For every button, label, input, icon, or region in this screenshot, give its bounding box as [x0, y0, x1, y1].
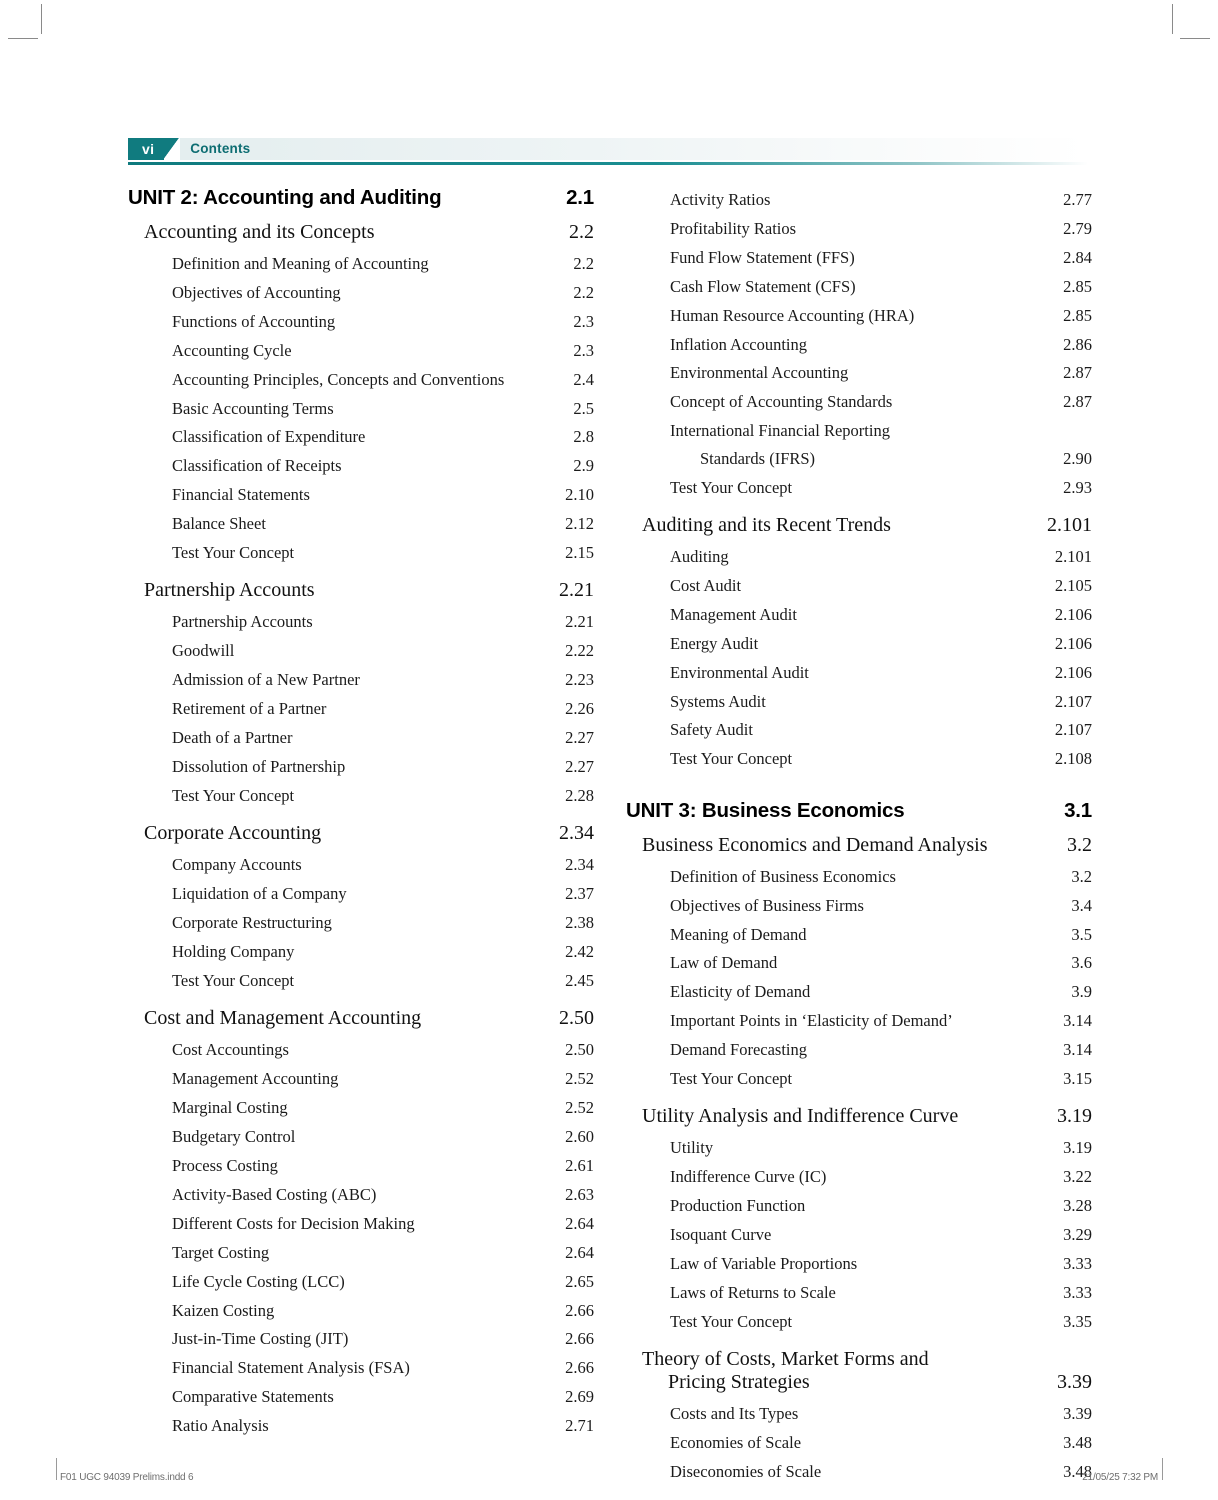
toc-entry[interactable]: [172, 1065, 594, 1092]
entry-title: Financial Statements: [172, 485, 310, 505]
unit-heading[interactable]: [626, 799, 1092, 823]
entry-page: 2.77: [1063, 190, 1092, 209]
toc-entry[interactable]: [172, 637, 594, 664]
toc-entry[interactable]: [670, 1163, 1092, 1190]
entry-page: 2.10: [565, 485, 594, 505]
crop-mark-top-left-vertical: [41, 4, 42, 34]
entry-title: Partnership Accounts: [172, 612, 313, 632]
entry-page: 2.85: [1063, 305, 1092, 325]
entry-title: Classification of Receipts: [172, 456, 342, 476]
entry-title: Environmental Audit: [670, 662, 809, 682]
toc-entry[interactable]: [172, 250, 594, 277]
entry-page: 2.106: [1054, 604, 1092, 624]
entry-title: Goodwill: [172, 641, 235, 661]
section-page: 3.39: [1057, 1371, 1092, 1394]
section-page: 2.50: [559, 1007, 594, 1030]
entry-title: Budgetary Control: [172, 1127, 296, 1147]
entry-title: Ratio Analysis: [172, 1416, 269, 1436]
toc-entry[interactable]: [670, 630, 1092, 657]
entry-title: Cost Audit: [670, 575, 742, 595]
toc-entry[interactable]: [670, 745, 1092, 772]
header-bar: [128, 138, 1088, 160]
entry-page: 2.3: [573, 311, 594, 331]
footer-tick-right: [1162, 1458, 1163, 1480]
toc-entry[interactable]: [670, 388, 1092, 415]
toc-entry[interactable]: [670, 601, 1092, 628]
entry-title: Environmental Accounting: [670, 363, 849, 383]
entry-page: 3.29: [1063, 1225, 1092, 1245]
page-header: [128, 138, 1088, 164]
entry-title: Test Your Concept: [172, 785, 295, 805]
entry-title: Kaizen Costing: [172, 1300, 275, 1320]
section-page: 2.101: [1047, 513, 1092, 536]
entry-page: 2.2: [573, 282, 594, 302]
entry-page: 2.27: [565, 728, 594, 748]
entry-page: 2.42: [565, 942, 594, 962]
entry-title: Target Costing: [172, 1242, 270, 1262]
toc-entry[interactable]: [670, 244, 1092, 271]
section-title: Accounting and its Concepts: [144, 221, 375, 243]
entry-page: 3.15: [1063, 1069, 1092, 1089]
toc-entry[interactable]: [172, 753, 594, 780]
toc-entry[interactable]: [172, 1412, 594, 1439]
entry-title: Concept of Accounting Standards: [670, 392, 893, 412]
unit-heading[interactable]: [128, 186, 594, 210]
entry-page: 2.22: [565, 641, 594, 661]
toc-entry[interactable]: [172, 1210, 594, 1237]
toc-entry[interactable]: [670, 572, 1092, 599]
toc-entry[interactable]: [670, 331, 1092, 358]
entry-title: Objectives of Accounting: [172, 282, 341, 302]
entry-page: 2.79: [1063, 218, 1092, 238]
entry-title: Marginal Costing: [172, 1098, 288, 1118]
section-heading[interactable]: [144, 579, 594, 602]
entry-title: Basic Accounting Terms: [172, 398, 334, 418]
entry-page: 3.28: [1063, 1196, 1092, 1216]
entry-title: Corporate Restructuring: [172, 913, 332, 933]
toc-entry[interactable]: [172, 1354, 594, 1381]
entry-title: Inflation Accounting: [670, 334, 808, 354]
entry-page: 2.28: [565, 785, 594, 805]
toc-entry[interactable]: [670, 273, 1092, 300]
toc-entry[interactable]: [670, 1279, 1092, 1306]
entry-title: Financial Statement Analysis (FSA): [172, 1358, 410, 1378]
toc-entry[interactable]: [172, 851, 594, 878]
entry-page: 2.45: [565, 970, 594, 990]
entry-title: Demand Forecasting: [670, 1040, 808, 1060]
section-heading[interactable]: [642, 1105, 1092, 1128]
entry-title: Law of Variable Proportions: [670, 1254, 858, 1274]
entry-title: Process Costing: [172, 1155, 278, 1175]
entry-page: 2.3: [573, 340, 594, 360]
toc-column-right: [626, 186, 1092, 1487]
entry-page: 2.69: [565, 1387, 594, 1407]
toc-entry[interactable]: [172, 880, 594, 907]
entry-title: Objectives of Business Firms: [670, 895, 864, 915]
entry-title: Systems Audit: [670, 691, 766, 711]
entry-page: 3.39: [1063, 1404, 1092, 1424]
unit-title: UNIT 3: Business Economics: [626, 798, 905, 822]
entry-page: 3.35: [1063, 1311, 1092, 1331]
unit-title: UNIT 2: Accounting and Auditing: [128, 186, 442, 209]
entry-page: 3.4: [1071, 895, 1092, 915]
entry-title: Activity-Based Costing (ABC): [172, 1184, 377, 1204]
entry-page: 2.101: [1054, 546, 1092, 566]
toc-entry[interactable]: [172, 695, 594, 722]
toc-entry[interactable]: [172, 1268, 594, 1295]
entry-title: Management Audit: [670, 604, 797, 624]
toc-entry[interactable]: [172, 539, 594, 566]
toc-entry[interactable]: [172, 279, 594, 306]
entry-title: Production Function: [670, 1196, 806, 1216]
section-heading-wrapped[interactable]: [642, 1348, 1092, 1394]
section-title: Partnership Accounts: [144, 579, 315, 602]
entry-page: 2.38: [565, 913, 594, 933]
entry-page: 2.66: [565, 1300, 594, 1320]
section-page: 2.21: [559, 579, 594, 602]
entry-page: 2.90: [1063, 448, 1092, 468]
header-divider-rule: [128, 162, 1088, 165]
section-heading[interactable]: [144, 1007, 594, 1030]
section-heading[interactable]: [642, 514, 1092, 537]
toc-entry-wrapped[interactable]: [670, 417, 1092, 472]
entry-page: 3.19: [1063, 1138, 1092, 1158]
entry-title: Costs and Its Types: [670, 1404, 799, 1424]
footer-tick-left: [56, 1458, 57, 1480]
entry-page: 2.65: [565, 1271, 594, 1291]
entry-page: 3.22: [1063, 1167, 1092, 1187]
toc-entry[interactable]: [172, 481, 594, 508]
entry-page: 2.61: [565, 1155, 594, 1175]
entry-page: 2.27: [565, 757, 594, 776]
entry-page: 2.50: [565, 1040, 594, 1060]
entry-title: Laws of Returns to Scale: [670, 1283, 836, 1302]
entry-page: 2.52: [565, 1098, 594, 1118]
entry-page: 2.105: [1054, 575, 1092, 595]
entry-page: 2.60: [565, 1127, 594, 1147]
toc-entry[interactable]: [670, 978, 1092, 1005]
toc-entry[interactable]: [172, 1383, 594, 1410]
section-heading[interactable]: [642, 834, 1092, 857]
toc-entry[interactable]: [172, 1239, 594, 1266]
toc-entry[interactable]: [172, 395, 594, 422]
entry-page: 2.85: [1063, 276, 1092, 296]
entry-page: 2.21: [565, 612, 594, 632]
entry-page: 3.6: [1071, 953, 1092, 973]
toc-entry[interactable]: [172, 938, 594, 965]
entry-title: Isoquant Curve: [670, 1225, 772, 1245]
section-page: 2.2: [569, 221, 594, 243]
section-title-line2: Pricing Strategies: [668, 1371, 810, 1394]
entry-title: Dissolution of Partnership: [172, 757, 346, 776]
crop-mark-top-right-vertical: [1172, 4, 1173, 34]
entry-page: 2.52: [565, 1069, 594, 1089]
page-footer: [60, 1462, 1158, 1492]
entry-page: 3.33: [1063, 1254, 1092, 1274]
section-title: Cost and Management Accounting: [144, 1007, 422, 1030]
toc-entry[interactable]: [670, 1007, 1092, 1034]
toc-entry[interactable]: [670, 949, 1092, 976]
section-heading[interactable]: [144, 221, 594, 244]
toc-entry[interactable]: [670, 186, 1092, 213]
toc-entry[interactable]: [172, 608, 594, 635]
toc-entry[interactable]: [670, 215, 1092, 242]
entry-title: Diseconomies of Scale: [670, 1462, 822, 1482]
toc-entry[interactable]: [172, 452, 594, 479]
toc-entry[interactable]: [670, 659, 1092, 686]
entry-title: Admission of a New Partner: [172, 670, 360, 690]
folio-number: vi: [128, 138, 164, 160]
toc-entry[interactable]: [670, 1400, 1092, 1427]
toc-entry[interactable]: [670, 1134, 1092, 1161]
entry-title: Activity Ratios: [670, 190, 771, 209]
entry-page: 2.15: [565, 543, 594, 563]
entry-page: 3.14: [1063, 1011, 1092, 1031]
entry-page: 3.5: [1071, 924, 1092, 944]
toc-entry[interactable]: [670, 863, 1092, 890]
entry-page: 3.14: [1063, 1040, 1092, 1060]
header-title: Contents: [180, 138, 1088, 160]
entry-title: Definition of Business Economics: [670, 866, 896, 886]
footer-file-info: F01 UGC 94039 Prelims.indd 6: [60, 1471, 194, 1483]
toc-entry[interactable]: [670, 1065, 1092, 1092]
entry-title-line1: International Financial Reporting: [670, 421, 890, 441]
entry-title: Utility: [670, 1138, 714, 1158]
entry-page: 2.64: [565, 1213, 594, 1233]
entry-page: 2.12: [565, 514, 594, 534]
entry-title: Accounting Principles, Concepts and Conventions: [172, 369, 505, 389]
entry-page: 2.84: [1063, 247, 1092, 267]
entry-title: Accounting Cycle: [172, 340, 292, 360]
toc-entry[interactable]: [670, 688, 1092, 715]
entry-page: 2.23: [565, 670, 594, 690]
toc-entry[interactable]: [172, 1325, 594, 1352]
toc-entry[interactable]: [670, 1192, 1092, 1219]
unit-page: 2.1: [566, 186, 594, 209]
entry-page: 2.107: [1054, 691, 1092, 711]
entry-page: 2.108: [1054, 749, 1092, 769]
toc-entry[interactable]: [172, 782, 594, 809]
entry-page: 2.87: [1063, 363, 1092, 383]
toc-entry[interactable]: [670, 1036, 1092, 1063]
entry-title: Safety Audit: [670, 720, 753, 740]
entry-page: 3.48: [1063, 1462, 1092, 1482]
section-title: Auditing and its Recent Trends: [642, 513, 891, 536]
entry-title: Retirement of a Partner: [172, 699, 327, 719]
entry-title: Definition and Meaning of Accounting: [172, 254, 429, 273]
section-heading[interactable]: [144, 822, 594, 845]
entry-page: 2.106: [1054, 633, 1092, 653]
entry-title: Cost Accountings: [172, 1040, 289, 1060]
entry-title: Balance Sheet: [172, 514, 266, 534]
entry-title: Energy Audit: [670, 633, 759, 653]
footer-timestamp: 21/05/25 7:32 PM: [1082, 1471, 1158, 1483]
entry-page: 2.8: [573, 427, 594, 447]
entry-page: 2.86: [1063, 334, 1092, 354]
entry-title: Meaning of Demand: [670, 924, 807, 944]
entry-title: Fund Flow Statement (FFS): [670, 247, 855, 267]
entry-page: 3.2: [1071, 866, 1092, 886]
entry-page: 3.33: [1063, 1283, 1092, 1302]
entry-title: Cash Flow Statement (CFS): [670, 276, 856, 296]
entry-title: Liquidation of a Company: [172, 884, 347, 904]
toc-entry[interactable]: [172, 1123, 594, 1150]
toc-entry[interactable]: [172, 1181, 594, 1208]
entry-page: 3.48: [1063, 1433, 1092, 1453]
entry-title: Important Points in ‘Elasticity of Demand’: [670, 1011, 953, 1031]
crop-mark-top-right-horizontal: [1180, 38, 1210, 39]
entry-title: Law of Demand: [670, 953, 778, 973]
toc-entry[interactable]: [172, 1036, 594, 1063]
section-page: 2.34: [559, 822, 594, 845]
entry-title: Death of a Partner: [172, 728, 293, 748]
entry-title: Functions of Accounting: [172, 311, 336, 331]
entry-title: Auditing: [670, 546, 729, 566]
entry-page: 2.64: [565, 1242, 594, 1262]
toc-entry[interactable]: [172, 909, 594, 936]
entry-page: 2.4: [573, 369, 594, 389]
unit-page: 3.1: [1064, 798, 1092, 822]
entry-title: Test Your Concept: [670, 1311, 793, 1331]
toc-entry[interactable]: [172, 1297, 594, 1324]
entry-title: Test Your Concept: [670, 477, 793, 497]
toc-entry[interactable]: [670, 474, 1092, 501]
entry-title: Test Your Concept: [172, 970, 295, 990]
crop-mark-top-left-horizontal: [8, 38, 38, 39]
toc-entry[interactable]: [172, 337, 594, 364]
entry-title: Profitability Ratios: [670, 218, 797, 238]
entry-title: Economies of Scale: [670, 1433, 802, 1453]
entry-title: Test Your Concept: [670, 1069, 793, 1089]
entry-title: Different Costs for Decision Making: [172, 1213, 415, 1233]
toc-entry[interactable]: [670, 716, 1092, 743]
entry-title: Test Your Concept: [172, 543, 295, 563]
entry-page: 2.66: [565, 1358, 594, 1378]
entry-title: Elasticity of Demand: [670, 982, 811, 1002]
toc-entry[interactable]: [172, 1152, 594, 1179]
entry-title: Human Resource Accounting (HRA): [670, 305, 915, 325]
entry-title: Company Accounts: [172, 855, 302, 875]
entry-page: 2.106: [1054, 662, 1092, 682]
entry-page: 2.66: [565, 1329, 594, 1349]
section-title-line1: Theory of Costs, Market Forms and: [642, 1348, 929, 1371]
toc-entry[interactable]: [172, 423, 594, 450]
toc-entry[interactable]: [172, 308, 594, 335]
entry-page: 3.9: [1071, 982, 1092, 1002]
entry-title: Holding Company: [172, 942, 295, 962]
toc-entry[interactable]: [172, 666, 594, 693]
toc-entry[interactable]: [172, 1094, 594, 1121]
entry-title: Comparative Statements: [172, 1387, 334, 1407]
entry-page: 2.71: [565, 1416, 594, 1436]
toc-entry[interactable]: [670, 892, 1092, 919]
entry-title: Test Your Concept: [670, 749, 793, 769]
entry-page: 2.2: [573, 254, 594, 273]
entry-title: Just-in-Time Costing (JIT): [172, 1329, 349, 1349]
badge-wedge-icon: [164, 138, 180, 160]
entry-page: 2.5: [573, 398, 594, 418]
entry-page: 2.37: [565, 884, 594, 904]
section-page: 3.2: [1067, 833, 1092, 856]
toc-entry[interactable]: [172, 967, 594, 994]
toc-entry[interactable]: [670, 543, 1092, 570]
toc-column-left: [128, 186, 594, 1441]
entry-title: Management Accounting: [172, 1069, 339, 1089]
entry-page: 2.34: [565, 855, 594, 875]
toc-entry[interactable]: [670, 1250, 1092, 1277]
toc-entry[interactable]: [172, 366, 594, 393]
toc-entry[interactable]: [172, 510, 594, 537]
toc-entry[interactable]: [172, 724, 594, 751]
toc-entry[interactable]: [670, 359, 1092, 386]
entry-title: Classification of Expenditure: [172, 427, 366, 447]
entry-title-line2: Standards (IFRS): [700, 448, 816, 468]
toc-entry[interactable]: [670, 921, 1092, 948]
section-title: Business Economics and Demand Analysis: [642, 833, 988, 856]
toc-entry[interactable]: [670, 1308, 1092, 1335]
entry-title: Life Cycle Costing (LCC): [172, 1271, 345, 1291]
entry-page: 2.87: [1063, 392, 1092, 412]
entry-page: 2.63: [565, 1184, 594, 1204]
section-title: Corporate Accounting: [144, 822, 322, 845]
section-page: 3.19: [1057, 1105, 1092, 1128]
entry-page: 2.93: [1063, 477, 1092, 497]
entry-page: 2.26: [565, 699, 594, 719]
entry-page: 2.9: [573, 456, 594, 476]
toc-entry[interactable]: [670, 302, 1092, 329]
toc-entry[interactable]: [670, 1429, 1092, 1456]
toc-entry[interactable]: [670, 1221, 1092, 1248]
section-title: Utility Analysis and Indifference Curve: [642, 1105, 959, 1128]
entry-page: 2.107: [1054, 720, 1092, 740]
entry-title: Indifference Curve (IC): [670, 1167, 827, 1187]
